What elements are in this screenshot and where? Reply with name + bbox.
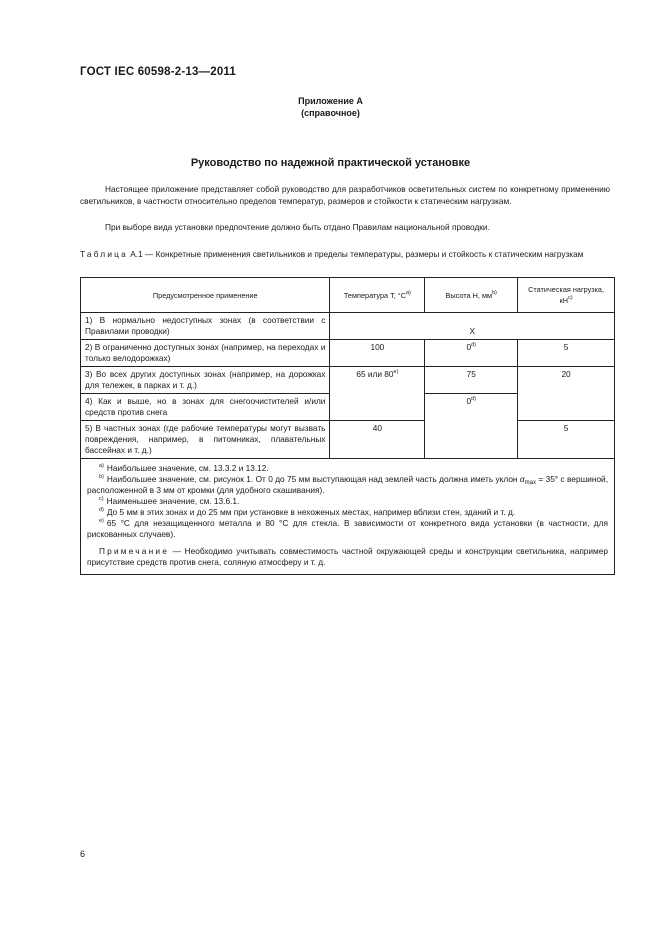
footnote-c: $^{c)}$ Наименьшее значение, см. 13.6.1. [99,496,240,506]
row2-load: 5 [518,340,615,367]
table-row [81,421,615,459]
section-title: Руководство по надежной практической установке [190,157,471,169]
row1-application: 1) В нормально недоступных зонах (в соответствии с Правилами проводки) [81,313,330,340]
row5-application: 5) В частных зонах (где рабочие температуры могут вызвать повреждения, например, в питомниках, плавательных бассейнах и т. д.) [81,421,330,459]
installation-paragraph: При выборе вида установки предпочтение должно быть отдано Правилам национальной проводки. [105,222,490,232]
footnote-b: $^{b)}$ Наибольшее значение, см. рисунок 1. От 0 до 75 мм выступающая над землей часть должна иметь уклон $\alpha_{max} = 35^\circ$ с вершиной, расположенной в 3 мм от кромки (для удобного скашивания). [87,474,608,495]
table-row [81,313,615,340]
table-caption-text: А.1 — Конкретные применения светильников и пределы температуры, размеры и стойкость к статическим нагрузкам [127,249,584,259]
footnote-a: $^{a)}$ Наибольшее значение, см. 13.3.2 и 13.12. [99,463,269,473]
row3-load: 20 [518,367,615,421]
row1-merged-value: X [330,313,615,340]
page-number: 6 [80,849,86,859]
applications-table [80,277,615,575]
row5-load: 5 [518,421,615,459]
row2-height: 0$^{d)}$ [425,340,518,367]
annex-label: Приложение А [298,96,363,106]
table-footnotes-row [81,459,615,575]
intro-paragraph: Настоящее приложение представляет собой руководство для разработчиков осветительных систем по конкретному применению светильников, в частности относительно пределов температур, размеров и стойкости к статическим нагрузкам. [80,184,610,206]
footnote-d: $^{d)}$ До 5 мм в этих зонах и до 25 мм при установке в нехоженых местах, например вблизи стен, зданий и т. д. [99,507,516,517]
row3-height: 75 [425,367,518,394]
header-height: Высота H, $мм^{b)}$ [425,278,518,313]
table-caption-label: Таблица [80,249,128,259]
row2-application: 2) В ограниченно доступных зонах (например, на переходах и только велодорожках) [81,340,330,367]
header-temperature: Температура T, $^\circ C^{a)}$ [330,278,425,313]
document-header: ГОСТ IEC 60598-2-13—2011 [80,66,236,78]
table-note: Примечание — Необходимо учитывать совместимость частной окружающей среды и конструкции светильника, например присутствие средств против снега, соляную атмосферу и т. д. [87,546,608,567]
header-application: Предусмотренное применение [81,278,330,313]
header-load: Статическая нагрузка, $кН^{c)}$ [518,278,615,313]
row3-application: 3) Во всех других доступных зонах (например, на дорожках для тележек, в парках и т. д.) [81,367,330,394]
row5-temperature: 40 [330,421,425,459]
row2-temperature: 100 [330,340,425,367]
table-row [81,340,615,367]
table-caption [80,248,610,260]
table-header-row [81,278,615,313]
annex-type: (справочное) [301,108,360,118]
row3-temperature: 65 или 80$^{e)}$ [330,367,425,421]
table-footnotes [81,459,615,575]
table-row [81,367,615,394]
row4-application: 4) Как и выше, но в зонах для снегоочистителей и/или средств против снега [81,394,330,421]
footnote-e: $^{e)}$ 65 °C для незащищенного металла и 80 °C для стекла. В зависимости от конкретного вида установки (в частности, для рискованных случаев). [87,518,608,539]
row4-height: 0$^{d)}$ [425,394,518,459]
